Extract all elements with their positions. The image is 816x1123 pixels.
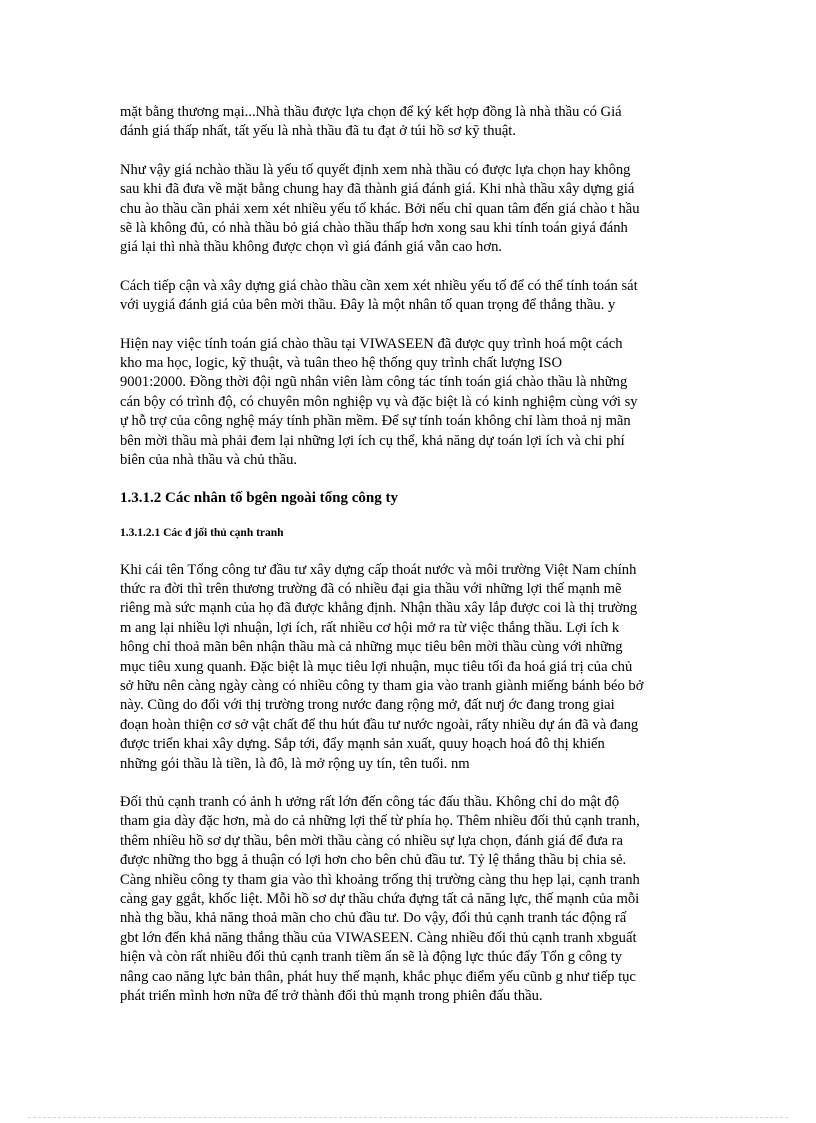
text-line: đoạn hoàn thiện cơ sở vật chất để thu hút đầu tư nước ngoài, rấty nhiều dự án đã và đang [120, 716, 639, 733]
text-line: những gói thầu là tiền, là đô, là mở rộng uy tín, tên tuổi. nm [120, 755, 470, 772]
text-line: Càng nhiều công ty tham gia vào thì khoảng trống thị trường càng thu hẹp lại, cạnh tranh [120, 871, 640, 888]
text-line: đánh giá thấp nhất, tất yếu là nhà thầu đã tu đạt ở túi hồ sơ kỹ thuật. [120, 123, 516, 140]
paragraph [120, 561, 696, 774]
text-line: bên mời thầu mà phải đem lại những lợi ích cụ thể, khả năng dự toán lợi ích và chi phí [120, 432, 625, 449]
text-line: thức ra đời thì trên thương trường đã có nhiều đại gia thầu với những lợi thế mạnh mẽ [120, 580, 622, 597]
text-line: nhà thg bầu, khả năng thoả mãn cho chủ đầu tư. Do vậy, đối thủ cạnh tranh tác động rấ [120, 910, 627, 927]
text-line: sau khi đã đưa về mặt bằng chung hay đã thành giá đánh giá. Khi nhà thầu xây dựng giá [120, 181, 635, 198]
text-line: m ang lại nhiều lợi nhuận, lợi ích, rất nhiều cơ hội mở ra từ việc thắng thầu. Lợi ích k [120, 619, 620, 636]
text-line: Như vậy giá nchào thầu là yếu tố quyết định xem nhà thầu có được lựa chọn hay không [120, 161, 631, 178]
subsection-heading: 1.3.1.2.1 Các đ jối thủ cạnh tranh [120, 526, 284, 539]
paragraph [120, 161, 696, 258]
text-line: 9001:2000. Đồng thời đội ngũ nhân viên làm công tác tính toán giá chào thầu là những [120, 374, 628, 391]
text-line: càng gay ggắt, khốc liệt. Mỗi hồ sơ dự thầu chứa đựng tất cả năng lực, thế mạnh của mỗi [120, 891, 640, 907]
paragraphs-before [120, 103, 696, 471]
paragraph [120, 793, 696, 1006]
text-line: sở hữu nên càng ngày càng có nhiều công ty tham gia vào tranh giành miếng bánh béo bở [120, 677, 644, 694]
paragraph [120, 335, 696, 471]
text-line: gbt lớn đến khả năng thắng thầu của VIWASEEN. Càng nhiều đối thủ cạnh tranh xbguất [120, 929, 637, 946]
paragraph [120, 103, 696, 142]
paragraph [120, 277, 696, 316]
text-line: chu ào thầu cần phải xem xét nhiều yếu tố khác. Bởi nếu chỉ quan tâm đến giá chào t hầu [120, 200, 640, 217]
text-line: hông chỉ thoả mãn bên nhận thầu mà cả những mục tiêu bên mời thầu cùng với những [120, 639, 623, 656]
document-page [120, 103, 696, 1025]
text-line: với uygiá đánh giá của bên mời thầu. Đây là một nhân tố quan trọng để thắng thầu. y [120, 297, 616, 314]
text-line: thêm nhiều hồ sơ dự thầu, bên mời thầu càng có nhiều sự lựa chọn, đánh giá để đưa ra [120, 832, 623, 849]
text-line: tham gia dày đặc hơn, mà do cả những lợi thế từ phía họ. Thêm nhiều đối thủ cạnh tranh, [120, 813, 640, 830]
text-line: biên của nhà thầu và chủ thầu. [120, 452, 298, 469]
text-line: giá lại thì nhà thầu không được chọn vì giá đánh giá vẫn cao hơn. [120, 239, 503, 256]
text-line: riêng mà sức mạnh của họ đã được khẳng định. Nhận thầu xây lắp được coi là thị trường [120, 600, 638, 617]
text-line: hiện và còn rất nhiều đối thủ cạnh tranh tiềm ẩn sẽ là động lực thúc đẩy Tổn g công ty [120, 949, 623, 966]
text-line: Đối thủ cạnh tranh có ảnh h ưởng rất lớn đến công tác đấu thầu. Không chỉ do mật độ [120, 793, 620, 810]
paragraphs-after [120, 561, 696, 1007]
text-line: ự hỗ trợ của công nghệ máy tính phần mềm. Để sự tính toán không chỉ làm thoả nj mãn [120, 413, 631, 430]
section-heading: 1.3.1.2 Các nhân tố bgên ngoài tổng công ty [120, 489, 398, 506]
text-line: được triển khai xây dựng. Sắp tới, đẩy mạnh sản xuất, quuy hoạch hoá đô thị khiến [120, 736, 605, 753]
text-line: này. Cũng do đối với thị trường trong nước đang rộng mở, đất nưj ớc đang trong giai [120, 697, 615, 714]
footer-divider [28, 1117, 788, 1118]
text-line: Khi cái tên Tổng công tư đầu tư xây dựng cấp thoát nước và môi trường Việt Nam chính [120, 561, 637, 578]
text-line: mục tiêu xung quanh. Đặc biệt là mục tiêu lợi nhuận, mục tiêu tối đa hoá giá trị của chủ [120, 658, 633, 675]
text-line: cán bộy có trình độ, có chuyên môn nghiệp vụ và đặc biệt là có kinh nghiệm cùng với sy [120, 393, 638, 410]
text-line: Hiện nay việc tính toán giá chào thầu tại VIWASEEN đã được quy trình hoá một cách [120, 335, 623, 352]
text-line: phát triển mình hơn nữa để trở thành đối thủ mạnh trong phiên đấu thầu. [120, 988, 543, 1005]
text-line: sẽ là không đủ, có nhà thầu bỏ giá chào thầu thấp hơn xong sau khi tính toán giyá đánh [120, 220, 628, 237]
text-line: được những tho bgg ả thuận có lợi hơn cho bên chủ đầu tư. Tỷ lệ thắng thầu bị chia sẻ. [120, 852, 627, 869]
text-line: kho ma học, logic, kỹ thuật, và tuân theo hệ thống quy trình chất lượng ISO [120, 355, 563, 372]
text-line: Cách tiếp cận và xây dựng giá chào thầu cần xem xét nhiều yếu tố để có thể tính toán sát [120, 277, 638, 294]
text-line: nâng cao năng lực bản thân, phát huy thế mạnh, khắc phục điểm yếu cũnb g như tiếp tục [120, 968, 636, 985]
text-line: mặt bằng thương mại...Nhà thầu được lựa chọn để ký kết hợp đồng là nhà thầu có Giá [120, 104, 622, 120]
